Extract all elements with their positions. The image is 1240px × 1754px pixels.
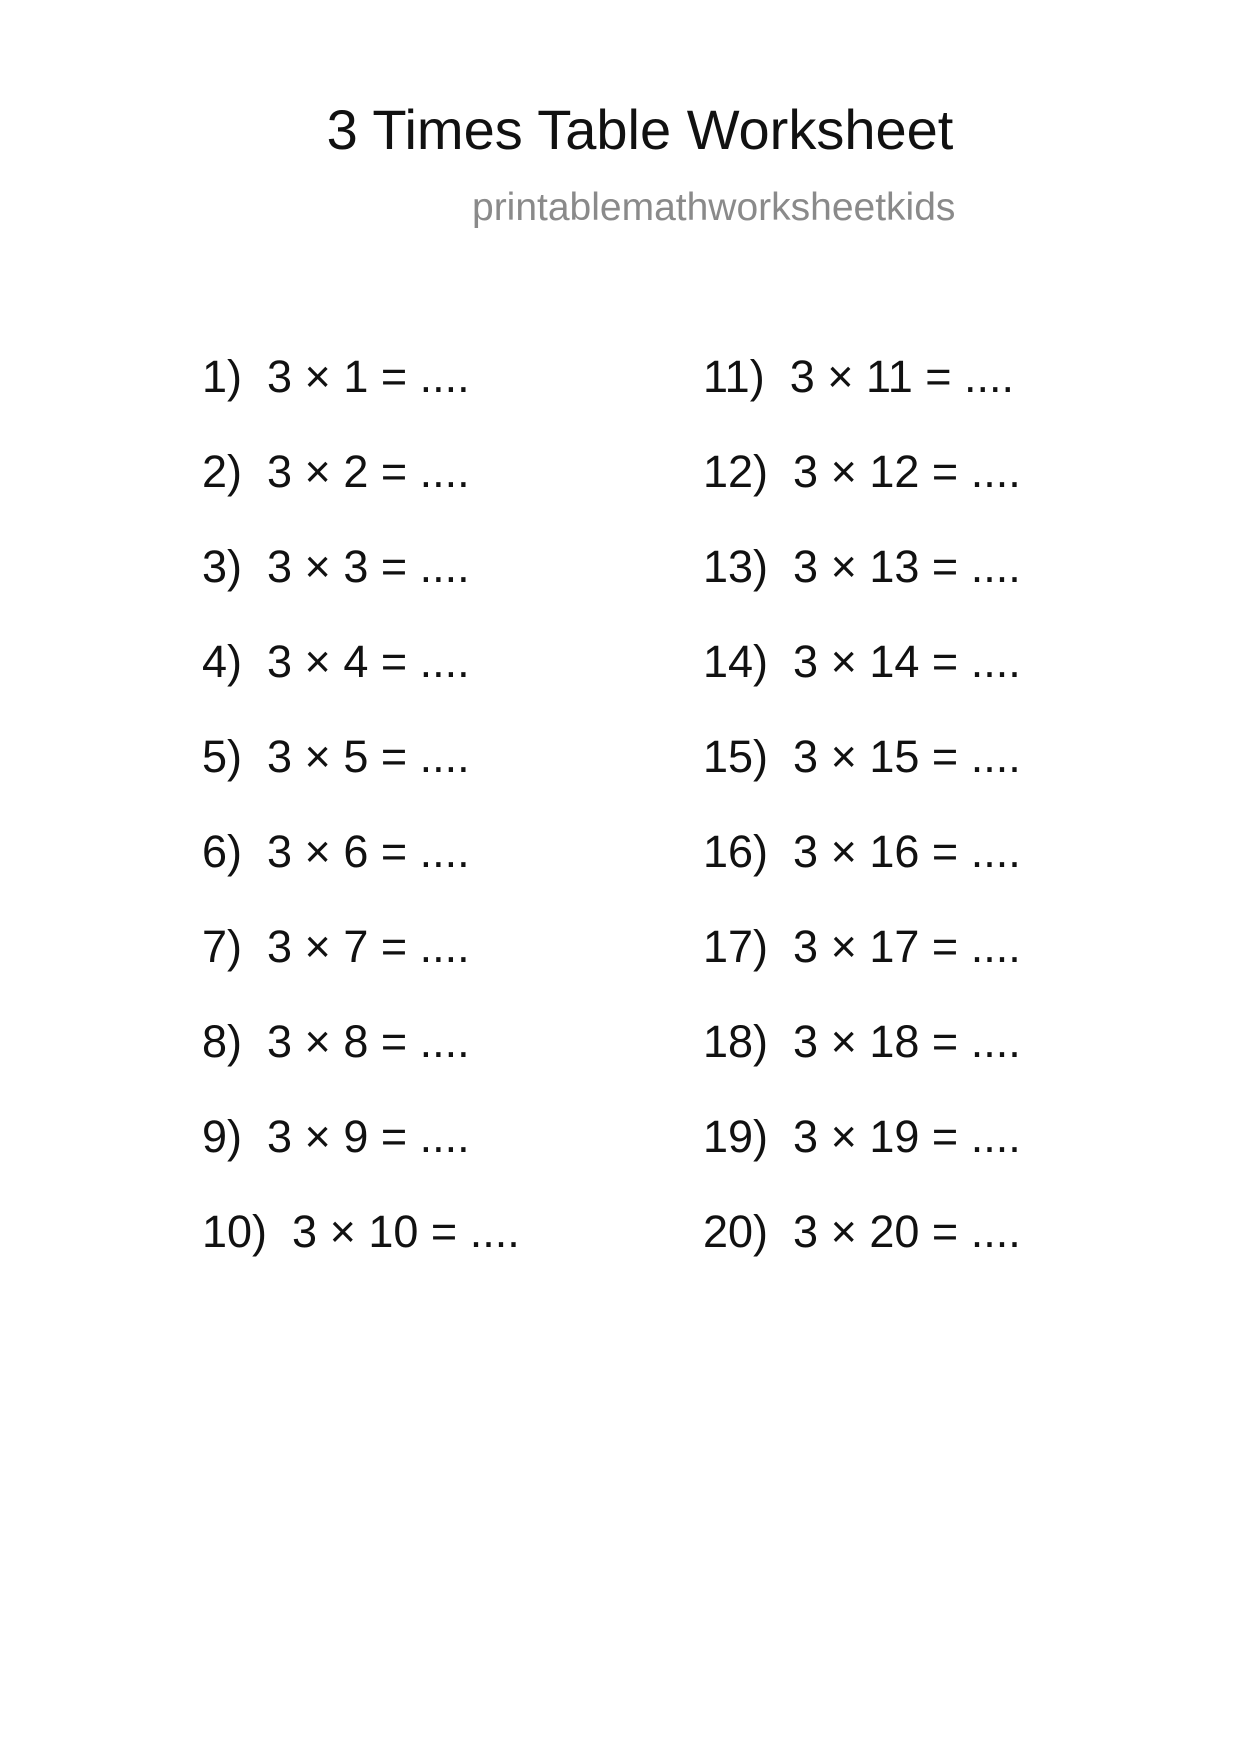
problem-item: 20) 3 × 20 = ....: [703, 1206, 1021, 1257]
problem-item: 2) 3 × 2 = ....: [202, 446, 470, 497]
problem-item: 10) 3 × 10 = ....: [202, 1206, 520, 1257]
worksheet-title: 3 Times Table Worksheet: [326, 98, 954, 161]
problem-item: 13) 3 × 13 = ....: [703, 541, 1021, 592]
problem-column-left: [202, 352, 520, 1302]
problem-item: 3) 3 × 3 = ....: [202, 541, 470, 592]
problem-item: 18) 3 × 18 = ....: [703, 1016, 1021, 1067]
problem-item: 7) 3 × 7 = ....: [202, 921, 470, 972]
problem-item: 11) 3 × 11 = ....: [703, 351, 1015, 402]
problem-item: 5) 3 × 5 = ....: [202, 731, 470, 782]
problem-item: 1) 3 × 1 = ....: [202, 351, 470, 402]
problem-item: 8) 3 × 8 = ....: [202, 1016, 470, 1067]
problem-item: 14) 3 × 14 = ....: [703, 636, 1021, 687]
problem-item: 19) 3 × 19 = ....: [703, 1111, 1021, 1162]
source-watermark: printablemathworksheetkids: [472, 186, 956, 229]
problem-item: 17) 3 × 17 = ....: [703, 921, 1021, 972]
problem-item: 12) 3 × 12 = ....: [703, 446, 1021, 497]
problem-item: 9) 3 × 9 = ....: [202, 1111, 470, 1162]
problem-item: 15) 3 × 15 = ....: [703, 731, 1021, 782]
problem-column-right: [703, 352, 1021, 1302]
problem-item: 16) 3 × 16 = ....: [703, 826, 1021, 877]
problem-item: 6) 3 × 6 = ....: [202, 826, 470, 877]
problem-item: 4) 3 × 4 = ....: [202, 636, 470, 687]
